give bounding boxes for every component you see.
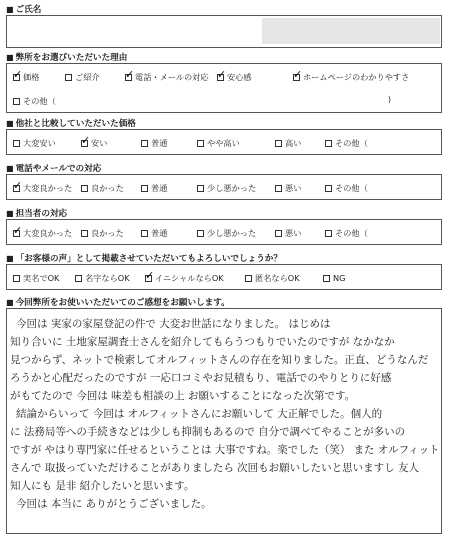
checkbox-homepage[interactable] — [293, 74, 300, 81]
impression-line: 知人にも 是非 紹介したいと思います。 — [10, 480, 195, 492]
contact-good[interactable]: 良かった — [81, 183, 124, 194]
contact-normal[interactable]: 普通 — [141, 183, 167, 194]
checkbox-contact-normal[interactable] — [141, 185, 148, 192]
checkbox-price-normal[interactable] — [141, 140, 148, 147]
reasons-section-title: ■ 弊所をお選びいただいた理由 — [6, 51, 127, 63]
staff-very-good[interactable]: ✓ 大変良かった — [13, 228, 72, 239]
impression-line: ろうかと心配だったのですが 一応口コミやお見積もり、電話でのやりとりに好感 — [10, 372, 392, 384]
reason-referral[interactable]: ご紹介 — [65, 72, 100, 83]
reason-other-close-paren: ) — [387, 95, 391, 104]
checkbox-initials[interactable] — [145, 275, 152, 282]
impression-line: 結論からいって 今回は オルフィットさんにお願いして 大正解でした。個人的 — [16, 408, 383, 420]
name-section-title: ■ ご氏名 — [6, 3, 41, 15]
reason-homepage[interactable]: ✓ ホームページのわかりやすさ — [293, 72, 409, 83]
reasons-box — [6, 63, 442, 113]
impression-line: 今回は 実家の家屋登記の件で 大変お世話になりました。 はじめは — [16, 318, 331, 330]
contact-section-title: ■ 電話やメールでの対応 — [6, 162, 101, 174]
price-very-cheap[interactable]: 大変安い — [13, 138, 56, 149]
impression-line: がもてたので 今回は 味差も相談の上 お願いすることになった次第です。 — [10, 390, 356, 402]
staff-box — [6, 219, 442, 245]
checkbox-price[interactable] — [13, 74, 20, 81]
impression-line: 見つからず、ネットで検索してオルフィットさんの存在を知りました。正直、どうなんだ — [10, 354, 429, 366]
impression-line: に 法務局等への手続きなどは少しも抑制もあるので 自分で調べてやることが多いの — [10, 426, 406, 438]
publish-section-title: ■ 「お客様の声」として掲載させていただいてもよろしいでしょうか？ — [6, 252, 282, 264]
checkbox-very-cheap[interactable] — [13, 140, 20, 147]
publish-anonymous[interactable]: 匿名ならOK — [245, 273, 300, 284]
checkbox-cheap[interactable] — [81, 140, 88, 147]
reason-price[interactable]: ✓ 価格 — [13, 72, 39, 83]
checkbox-staff-other[interactable] — [325, 230, 332, 237]
checkbox-contact-slightly-bad[interactable] — [197, 185, 204, 192]
publish-initials[interactable]: ✓ イニシャルならOK — [145, 273, 224, 284]
impression-line: さんで 取扱っていただけることがありましたら 次回もお願いしたいと思いますし 友人 — [10, 462, 420, 474]
checkbox-staff-good[interactable] — [81, 230, 88, 237]
reason-phone-email[interactable]: ✓ 電話・メールの対応 — [125, 72, 209, 83]
checkbox-slightly-high[interactable] — [197, 140, 204, 147]
checkbox-reassurance[interactable] — [217, 74, 224, 81]
checkbox-staff-normal[interactable] — [141, 230, 148, 237]
checkbox-surname[interactable] — [75, 275, 82, 282]
staff-bad[interactable]: 悪い — [275, 228, 301, 239]
staff-slightly-bad[interactable]: 少し悪かった — [197, 228, 256, 239]
impression-line: ですが やはり専門家に任せるということは 大事ですね。楽でした（笑） また オルフィット — [10, 444, 440, 456]
contact-bad[interactable]: 悪い — [275, 183, 301, 194]
publish-surname[interactable]: 名字ならOK — [75, 273, 130, 284]
price-section-title: ■ 他社と比較していただいた価格 — [6, 117, 136, 129]
staff-section-title: ■ 担当者の対応 — [6, 207, 67, 219]
impression-line: 今回は 本当に ありがとうございました。 — [16, 498, 212, 510]
checkbox-real-name[interactable] — [13, 275, 20, 282]
price-slightly-high[interactable]: やや高い — [197, 138, 240, 149]
price-normal[interactable]: 普通 — [141, 138, 167, 149]
reason-reassurance[interactable]: ✓ 安心感 — [217, 72, 252, 83]
redacted-name — [262, 18, 440, 44]
checkbox-staff-bad[interactable] — [275, 230, 282, 237]
staff-other[interactable]: その他（ — [325, 228, 368, 239]
publish-ng[interactable]: NG — [323, 273, 345, 283]
checkbox-price-other[interactable] — [325, 140, 332, 147]
publish-box — [6, 264, 442, 290]
checkbox-ng[interactable] — [323, 275, 330, 282]
price-box — [6, 129, 442, 155]
checkbox-contact-other[interactable] — [325, 185, 332, 192]
checkbox-referral[interactable] — [65, 74, 72, 81]
publish-real-name[interactable]: 実名でOK — [13, 273, 59, 284]
checkbox-high[interactable] — [275, 140, 282, 147]
reason-other[interactable]: その他（ — [13, 96, 56, 107]
checkbox-staff-very-good[interactable] — [13, 230, 20, 237]
staff-normal[interactable]: 普通 — [141, 228, 167, 239]
checkbox-contact-very-good[interactable] — [13, 185, 20, 192]
checkbox-contact-good[interactable] — [81, 185, 88, 192]
contact-other[interactable]: その他（ — [325, 183, 368, 194]
checkbox-staff-slightly-bad[interactable] — [197, 230, 204, 237]
impression-line: 知り合いに 土地家屋調査士さんを紹介してもらうつもりでいたのですが なかなか — [10, 336, 395, 348]
checkbox-phone-email[interactable] — [125, 74, 132, 81]
price-cheap[interactable]: ✓ 安い — [81, 138, 107, 149]
checkbox-anonymous[interactable] — [245, 275, 252, 282]
checkbox-contact-bad[interactable] — [275, 185, 282, 192]
contact-very-good[interactable]: ✓ 大変良かった — [13, 183, 72, 194]
checkbox-reason-other[interactable] — [13, 98, 20, 105]
impressions-section-title: ■ 今回弊所をお使いいただいてのご感想をお願いします。 — [6, 296, 230, 308]
price-other[interactable]: その他（ — [325, 138, 368, 149]
contact-box — [6, 174, 442, 200]
price-high[interactable]: 高い — [275, 138, 301, 149]
contact-slightly-bad[interactable]: 少し悪かった — [197, 183, 256, 194]
staff-good[interactable]: 良かった — [81, 228, 124, 239]
